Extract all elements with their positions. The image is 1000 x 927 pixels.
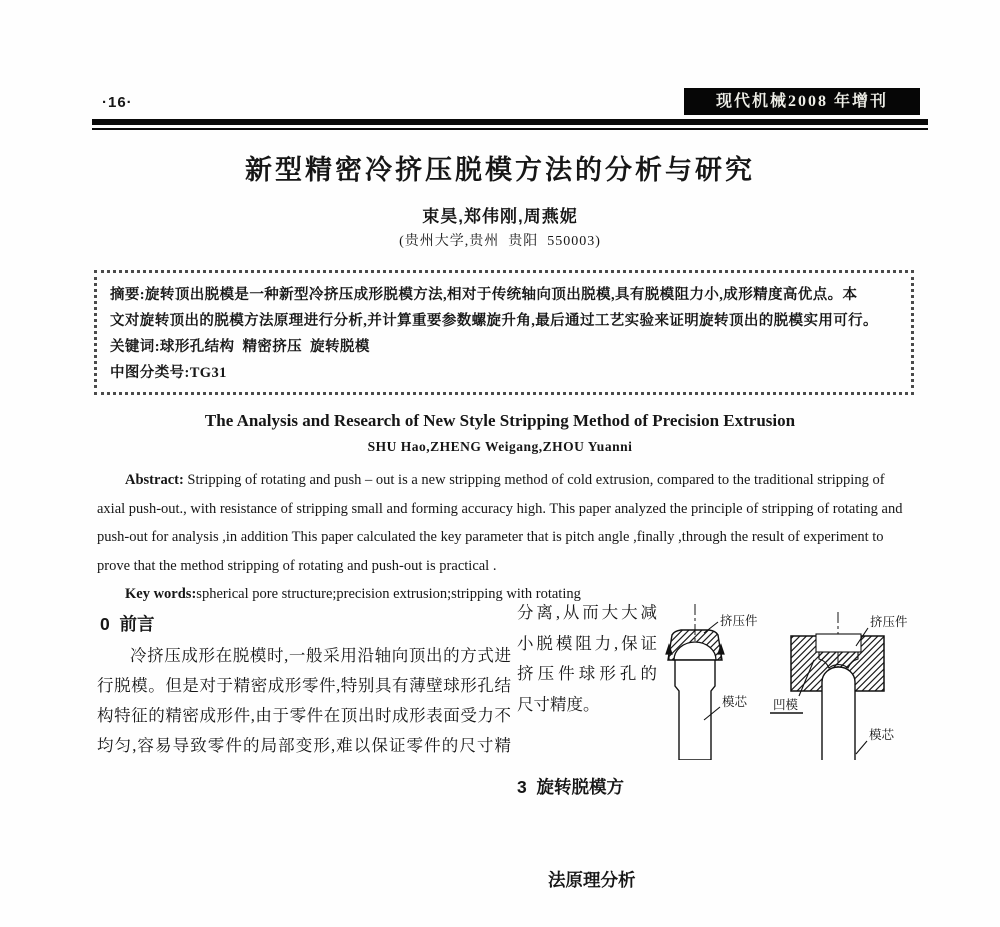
die-core-shaft [675, 660, 715, 760]
text-line: 冷挤压成形在脱模时,一般采用沿轴向顶出的方式进 [130, 646, 511, 665]
paper-title-cn: 新型精密冷挤压脱模方法的分析与研究 [245, 155, 755, 185]
affiliation: (贵州大学,贵州 贵阳 550003) [399, 234, 601, 249]
abstract-en-line3: push-out for analysis ,in addition This paper calculated the key parameter that is pitch angle ,finally ,through the result of experiment to [97, 529, 884, 546]
figure-label-part: 挤压件 [870, 615, 908, 629]
text-line: 行脱模。但是对于精密成形零件,特别具有薄壁球形孔结 [97, 676, 511, 695]
stripping-method-figures [656, 598, 990, 760]
text-line: 构特征的精密成形件,由于零件在顶出时成形表面受力不 [97, 706, 511, 725]
text-line: 均匀,容易导致零件的局部变形,难以保证零件的尺寸精 [97, 736, 511, 755]
abstract-en-line4: prove that the method stripping of rotating and push-out is practical . [97, 557, 497, 574]
keywords-en-text: spherical pore structure;precision extrusion;stripping with rotating [196, 586, 581, 603]
figure-label-part: 挤压件 [720, 614, 758, 628]
abstract-en-line1 [97, 466, 927, 495]
leader-line [856, 741, 867, 754]
abstract-box [94, 270, 914, 395]
abstract-en-text1: Stripping of rotating and push – out is a new stripping method of cold extrusion, compared to the traditional stripping of [183, 472, 885, 488]
page-number: ·16· [102, 94, 133, 111]
abstract-cn-line2: 文对旋转顶出的脱模方法原理进行分析,并计算重要参数螺旋升角,最后通过工艺实验来证明旋转顶出的脱模实用可行。 [110, 313, 878, 329]
authors-en: SHU Hao,ZHENG Weigang,ZHOU Yuanni [367, 439, 633, 454]
figure-die-core-with-part [666, 604, 758, 760]
section-3-heading-line1: 3 旋转脱模方 [517, 777, 624, 797]
abstract-cn-line1: 摘要:旋转顶出脱模是一种新型冷挤压成形脱模方法,相对于传统轴向顶出脱模,具有脱模阻力小,成形精度高优点。本 [110, 287, 858, 303]
abstract-label: Abstract: [125, 472, 184, 488]
figure-label-core: 模芯 [722, 695, 748, 709]
figure-label-die: 凹模 [773, 698, 799, 712]
header-rule-thin [92, 128, 928, 130]
text-line: 尺寸精度。 [517, 694, 600, 714]
paper-title-en: The Analysis and Research of New Style Stripping Method of Precision Extrusion [204, 411, 796, 430]
text-line: 小脱模阻力,保证 [517, 633, 657, 653]
figure-female-die-with-part [770, 612, 908, 760]
text-line: 分离,从而大大减 [517, 603, 657, 622]
keywords-label: Key words: [125, 586, 197, 603]
section-0-heading: 0 前言 [100, 614, 155, 634]
authors-cn: 束昊,郑伟刚,周燕妮 [422, 207, 578, 226]
header-rule-thick [92, 119, 928, 125]
clc-number: 中图分类号:TG31 [110, 365, 227, 381]
text-line: 挤压件球形孔的 [517, 664, 657, 683]
section-3-heading [517, 710, 636, 927]
die-core-shaft [822, 667, 855, 760]
keywords-cn: 关键词:球形孔结构 精密挤压 旋转脱模 [110, 339, 370, 355]
section-3-heading-line2: 法原理分析 [548, 870, 636, 890]
journal-banner: 现代机械2008 年增刊 [684, 88, 920, 115]
abstract-en-line2: axial push-out., with resistance of stripping small and forming accuracy high. This paper analyzed the principle of stripping of rotating and [97, 500, 903, 517]
abstract-en [97, 466, 927, 609]
middle-column-paragraph [517, 598, 657, 720]
left-column-paragraph [97, 641, 511, 761]
figure-label-core: 模芯 [869, 728, 895, 742]
die-cavity-opening [816, 634, 861, 652]
